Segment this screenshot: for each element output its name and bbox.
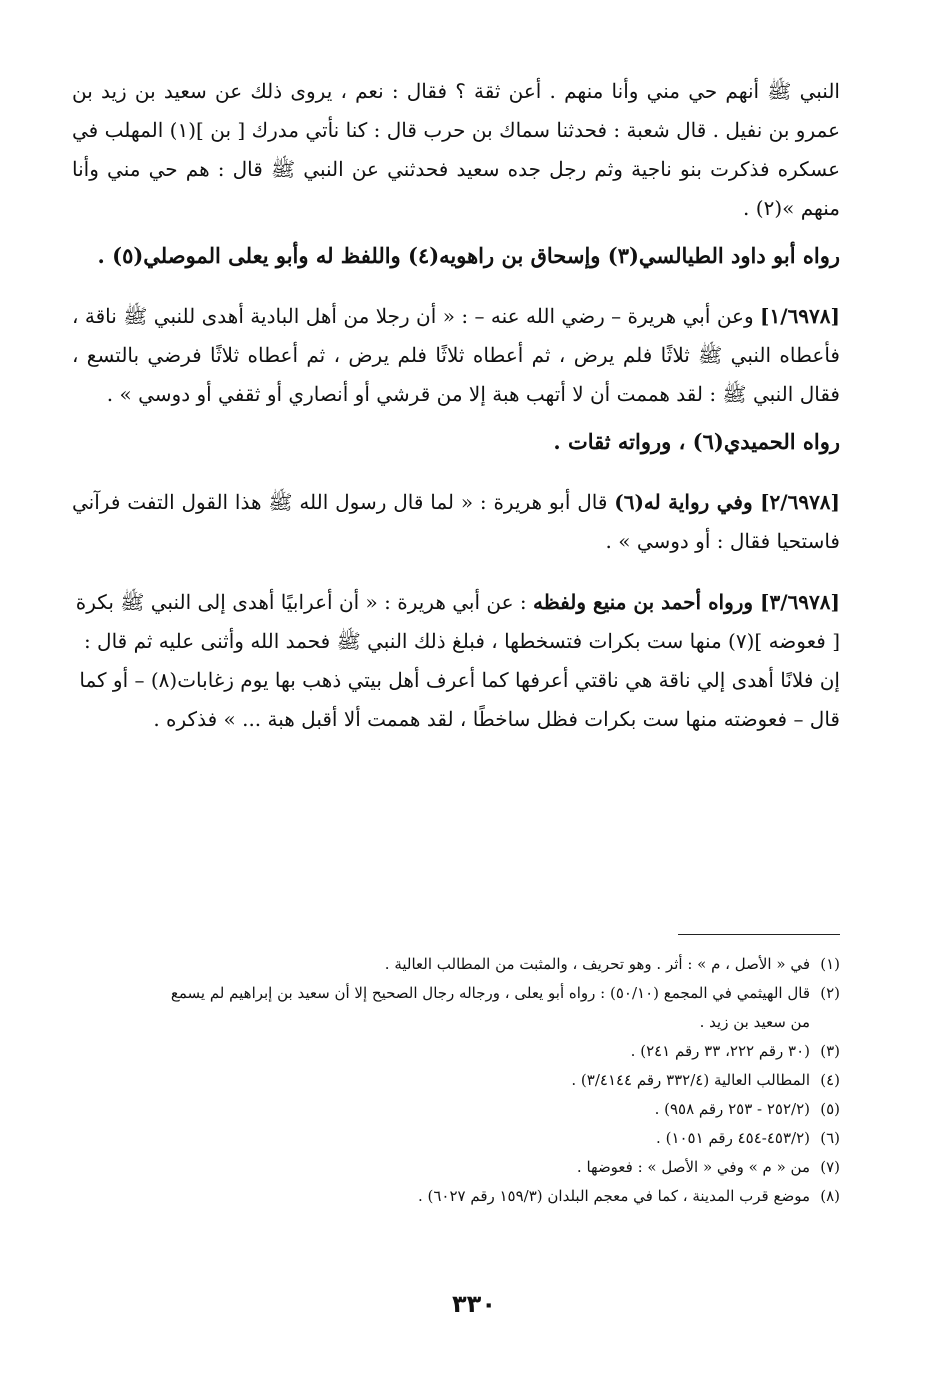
footnote-text: قال الهيثمي في المجمع (٥٠/١٠) : رواه أبو يعلى ، ورجاله رجال الصحيح إلا أن سعيد بن إبراهيم لم يسمع: [170, 984, 810, 1002]
hadith-text-2: قال أبو هريرة : « لما قال رسول الله ﷺ هذا القول التفت فرآني فاستحيا فقال : أو دوسي » .: [72, 490, 840, 553]
footnote-text: (٤٥٣/٢-٤٥٤ رقم ١٠٥١) .: [656, 1129, 810, 1147]
footnote-1: [72, 950, 840, 979]
footnote-8: [72, 1182, 840, 1211]
hadith-text-1: وعن أبي هريرة – رضي الله عنه – : « أن رجلا من أهل البادية أهدى للنبي ﷺ ناقة ، فأعطاه النبي ﷺ ثلاثًا فلم يرض ، ثم أعطاه ثلاثًا فلم يرض ، ثم أعطاه ثلاثًا فرضي بالتسع ، فقال النبي ﷺ : لقد هممت أن لا أتهب هبة إلا من قرشي أو أنصاري أو ثقفي أو دوسي » .: [72, 304, 840, 406]
footnote-marker: (٣): [820, 1042, 840, 1060]
footnote-marker: (٧): [820, 1158, 840, 1176]
narration-note-1: رواه أبو داود الطيالسي(٣) وإسحاق بن راهويه(٤) واللفظ له وأبو يعلى الموصلي(٥) .: [97, 243, 840, 268]
hadith-number-1: [١/٦٩٧٨]: [760, 304, 840, 328]
paragraph-hadith-6978-3: [72, 583, 840, 739]
footnote-text: (٣٠ رقم ٢٢٢، ٣٣ رقم ٢٤١) .: [630, 1042, 810, 1060]
footnotes: [72, 950, 840, 1211]
footnote-marker: (٨): [820, 1187, 840, 1205]
footnote-7: [72, 1153, 840, 1182]
footnote-4: [72, 1066, 840, 1095]
hadith-heading-3: ورواه أحمد بن منيع ولفظه: [533, 590, 761, 614]
paragraph-hadith-6978-2: [72, 483, 840, 561]
footnote-separator: [678, 934, 840, 935]
paragraph-hadith-6978-1: [72, 297, 840, 414]
hadith-text-3: : عن أبي هريرة : « أن أعرابيًا أهدى إلى النبي ﷺ بكرة [ فعوضه ](٧) منها ست بكرات فتسخطها ، فبلغ ذلك النبي ﷺ فحمد الله وأثنى عليه ثم قال : إن فلانًا أهدى إلي ناقة هي ناقتي أعرفها كما أعرف أهل بيتي ذهب بها يوم زغابات(٨) – أو كما قال – فعوضته منها ست بكرات فظل ساخطًا ، لقد هممت ألا أقبل هبة ... » فذكره .: [75, 590, 840, 731]
hadith-number-3: [٣/٦٩٧٨]: [760, 590, 840, 614]
narration-note-2: رواه الحميدي(٦) ، ورواته ثقات .: [553, 429, 840, 454]
footnote-continuation: من سعيد بن زيد .: [699, 1013, 810, 1031]
footnote-text: (٢٥٢/٢ - ٢٥٣ رقم ٩٥٨) .: [654, 1100, 810, 1118]
footnote-text: من « م » وفي « الأصل » : فعوضها .: [576, 1158, 810, 1176]
footnote-text: موضع قرب المدينة ، كما في معجم البلدان (١٥٩/٣ رقم ٦٠٢٧) .: [417, 1187, 810, 1205]
footnote-marker: (٥): [820, 1100, 840, 1118]
main-text: [72, 72, 840, 739]
footnote-marker: (١): [820, 955, 840, 973]
footnote-6: [72, 1124, 840, 1153]
footnote-5: [72, 1095, 840, 1124]
footnote-marker: (٤): [820, 1071, 840, 1089]
footnote-2: [72, 979, 840, 1037]
footnote-3: [72, 1037, 840, 1066]
footnote-marker: (٢): [820, 984, 840, 1002]
hadith-number-2: [٢/٦٩٧٨]: [760, 490, 841, 514]
page-number: ٣٣٠: [452, 1290, 496, 1318]
footnote-marker: (٦): [820, 1129, 840, 1147]
footnote-text: في « الأصل ، م » : أثر . وهو تحريف ، والمثبت من المطالب العالية .: [384, 955, 810, 973]
paragraph-hadith-continuation: النبي ﷺ أنهم حي مني وأنا منهم . أعن ثقة ؟ فقال : نعم ، يروى ذلك عن سعيد بن زيد بن عمرو بن نفيل . قال شعبة : فحدثنا سماك بن حرب قال : كنا نأتي مدرك [ بن ](١) المهلب في عسكره فذكرت بنو ناجية وثم رجل جده سعيد فحدثني عن النبي ﷺ قال : هم حي مني وأنا منهم »(٢) .: [72, 79, 840, 220]
hadith-heading-2: وفي رواية له(٦): [614, 490, 761, 514]
footnote-text: المطالب العالية (٣٣٢/٤ رقم ٣/٤١٤٤) .: [571, 1071, 810, 1089]
